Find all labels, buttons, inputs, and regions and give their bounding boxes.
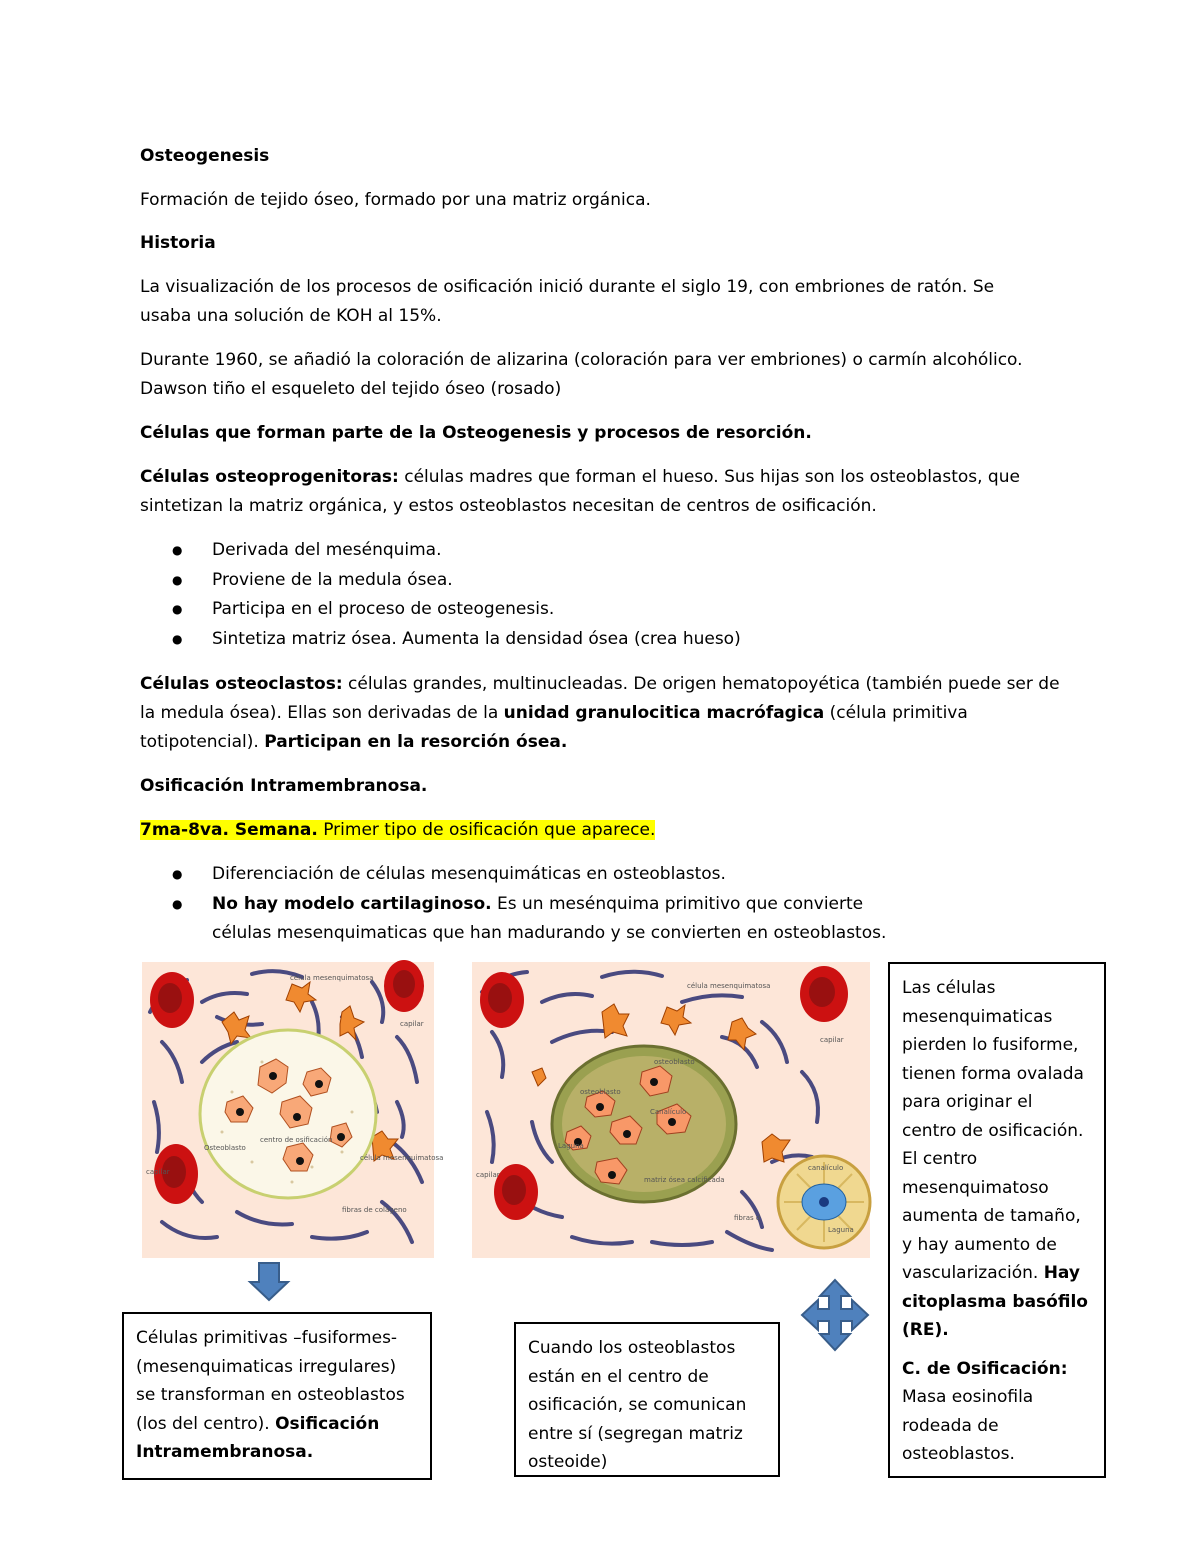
osteoprogenitoras-term: Células osteoprogenitoras: — [140, 467, 399, 487]
list-item: ● Diferenciación de células mesenquimáticas en osteoblastos. — [140, 860, 1040, 890]
text-box-right-bold-2: C. de Osificación: — [902, 1358, 1068, 1379]
four-way-arrow-icon — [800, 1278, 870, 1352]
text-box-middle — [514, 1322, 780, 1477]
osteoclastos-paragraph — [140, 670, 1065, 757]
osteoclastos-text-2: (célula primitiva totipotencial). — [140, 703, 968, 752]
heading-historia: Historia — [140, 233, 216, 253]
text-box-right — [888, 962, 1106, 1478]
figure2-label: Canalículo — [650, 1108, 687, 1116]
mesenchyme-illustration — [142, 962, 444, 1258]
list-item-text: Es un mesénquima primitivo que convierte células mesenquimaticas que han madurando y se convierten en osteoblastos. — [212, 893, 887, 943]
historia-paragraph-2: Durante 1960, se añadió la coloración de alizarina (coloración para ver embriones) o carmín alcohólico. Dawson tiño el esqueleto del tejido óseo (rosado) — [140, 350, 1023, 399]
osteoclastos-text: células grandes, multinucleadas. De origen hematopoyética (también puede ser de la medula ósea). Ellas son derivadas de la — [140, 674, 1060, 723]
text-box-left-content — [136, 1324, 418, 1467]
week-highlight — [140, 820, 655, 840]
text-box-left-text: Células primitivas –fusiformes- (mesenquimaticas irregulares) se transforman en osteoblastos (los del centro). — [136, 1328, 405, 1434]
text-box-right-text-2: Masa eosinofila rodeada de osteoblastos. — [902, 1387, 1034, 1464]
text-box-right-content-1 — [902, 974, 1092, 1345]
list-item: ● Participa en el proceso de osteogenesis. — [140, 595, 1040, 625]
osteoprogenitoras-text: células madres que forman el hueso. Sus hijas son los osteoblastos, que sintetizan la matriz orgánica, y estos osteoblastos necesitan de centros de osificación. — [140, 467, 1020, 516]
figure2-label: Laguna — [558, 1142, 584, 1150]
osteoclastos-term: Células osteoclastos: — [140, 674, 343, 694]
text-box-right-content-2 — [902, 1355, 1092, 1469]
list-item: ● Proviene de la medula ósea. — [140, 566, 1040, 596]
week-bold: 7ma-8va. Semana. — [140, 820, 318, 840]
list-item — [140, 890, 1040, 949]
heading-intramembranosa: Osificación Intramembranosa. — [140, 776, 428, 796]
figure1-label: Osteoblasto — [204, 1144, 246, 1152]
osteoprogenitoras-paragraph — [140, 463, 1050, 521]
figure1-label: capilar — [400, 1020, 424, 1028]
figure1-label: célula mesenquimatosa — [290, 974, 374, 982]
historia-paragraph-1: La visualización de los procesos de osificación inició durante el siglo 19, con embriones de ratón. Se usaba una solución de KOH al 15%. — [140, 277, 995, 326]
intramembranosa-list — [140, 860, 1040, 949]
osteoclastos-bold-2: Participan en la resorción ósea. — [264, 732, 568, 752]
figure1-label: célula mesenquimatosa — [360, 1154, 444, 1162]
figure2-label: osteoblasto — [580, 1088, 621, 1096]
figure2-label: canalículo — [808, 1164, 844, 1172]
figure1-label: fibras de colágeno — [342, 1206, 407, 1214]
text-box-left — [122, 1312, 432, 1480]
text-box-middle-content: Cuando los osteoblastos están en el centro de osificación, se comunican entre sí (segregan matriz osteoide) — [528, 1338, 747, 1472]
definition-paragraph: Formación de tejido óseo, formado por una matriz orgánica. — [140, 190, 651, 210]
figure1-label: centro de osificación — [260, 1136, 333, 1144]
figure2-label: célula mesenquimatosa — [687, 982, 771, 990]
down-arrow-icon — [248, 1262, 290, 1302]
osteoprogenitoras-list — [140, 536, 1040, 654]
text-box-left-bold: Osificación Intramembranosa. — [136, 1413, 380, 1462]
osteoclastos-bold-1: unidad granulocitica macrófagica — [503, 703, 825, 723]
text-box-right-bold: Hay citoplasma basófilo (RE). — [902, 1263, 1088, 1340]
week-paragraph — [140, 816, 1070, 845]
heading-celulas: Células que forman parte de la Osteogenesis y procesos de resorción. — [140, 423, 812, 443]
ossification-center-illustration — [472, 962, 870, 1258]
figure2-label: fibras d — [734, 1214, 761, 1222]
figure2-label: Laguna — [828, 1226, 854, 1234]
figure2-label: osteoblasto — [654, 1058, 695, 1066]
figure2-label: matriz ósea calcificada — [644, 1176, 725, 1184]
figure1-label: capilar — [146, 1168, 170, 1176]
week-text: Primer tipo de osificación que aparece. — [317, 820, 656, 840]
list-item: ● Sintetiza matriz ósea. Aumenta la densidad ósea (crea hueso) — [140, 625, 1040, 655]
list-item-bold: No hay modelo cartilaginoso. — [212, 893, 492, 914]
list-item: ● Derivada del mesénquima. — [140, 536, 1040, 566]
figure2-label: capilar — [820, 1036, 844, 1044]
document-title: Osteogenesis — [140, 146, 270, 166]
figure2-label: capilar — [476, 1171, 500, 1179]
text-box-right-text: Las células mesenquimaticas pierden lo fusiforme, tienen forma ovalada para originar el centro de osificación. El centro mesenquimatoso aumenta de tamaño, y hay aumento de vascularización. — [902, 978, 1084, 1283]
